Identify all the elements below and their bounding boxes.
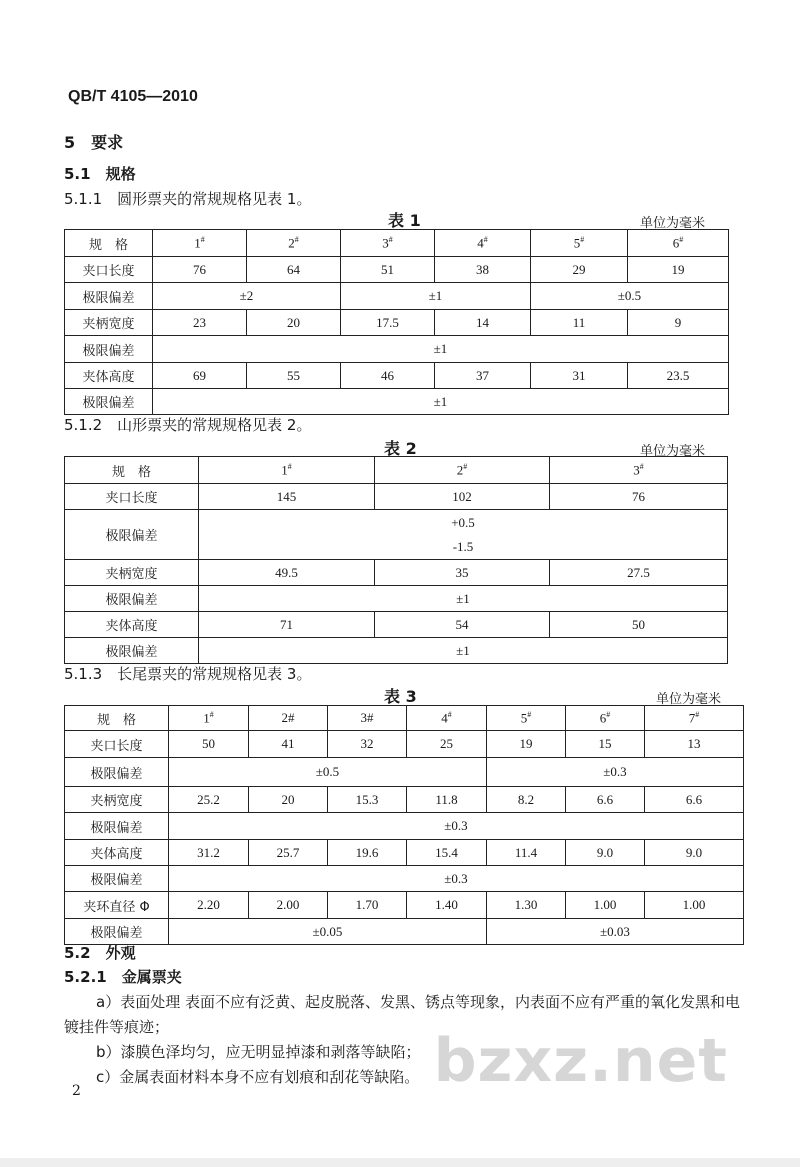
table1-col-6: 6#: [628, 230, 729, 257]
cell: 25: [407, 731, 487, 758]
cell: 54: [375, 612, 550, 638]
cell: 6.6: [645, 787, 744, 813]
cell: 51: [341, 257, 435, 283]
table2-col-2: 2#: [375, 457, 550, 484]
cell: ±2: [153, 283, 341, 310]
row-label: 极限偏差: [65, 510, 199, 560]
cell: 37: [435, 363, 531, 389]
table-row: [65, 389, 729, 415]
cell: [199, 510, 728, 560]
cell: ±0.3: [169, 866, 744, 892]
table-row: [65, 706, 744, 731]
paragraph-a: a）表面处理 表面不应有泛黄、起皮脱落、发黑、锈点等现象，内表面不应有严重的氧化发黑和电: [96, 993, 740, 1011]
table-row: [65, 731, 744, 758]
table-row: [65, 283, 729, 310]
table-row: [65, 336, 729, 363]
cell: 11: [531, 310, 628, 336]
paragraph-c: c）金属表面材料本身不应有划痕和刮花等缺陷。: [96, 1068, 420, 1086]
cell: ±1: [153, 336, 729, 363]
table-row: [65, 840, 744, 866]
table1: [64, 229, 729, 415]
row-label: 夹体高度: [65, 840, 169, 866]
cell: 50: [550, 612, 728, 638]
table3-col-3: 3#: [328, 706, 407, 731]
table1-col-1: 1#: [153, 230, 247, 257]
lower-deviation: -1.5: [452, 538, 474, 554]
cell: 23.5: [628, 363, 729, 389]
subsection-5-2: 5.2 外观: [64, 944, 136, 962]
row-label: 极限偏差: [65, 758, 169, 787]
cell: ±1: [199, 586, 728, 612]
table-row: [65, 457, 728, 484]
cell: 9.0: [645, 840, 744, 866]
row-label: 极限偏差: [65, 389, 153, 415]
cell: 76: [153, 257, 247, 283]
bottom-bar: [0, 1158, 800, 1167]
cell: ±1: [153, 389, 729, 415]
cell: 49.5: [199, 560, 375, 586]
cell: 15: [566, 731, 645, 758]
watermark: bzxz.net: [433, 1026, 728, 1096]
subsection-5-1: 5.1 规格: [64, 165, 136, 183]
table-row: [65, 787, 744, 813]
cell: 17.5: [341, 310, 435, 336]
cell: ±0.5: [169, 758, 487, 787]
cell: 15.3: [328, 787, 407, 813]
cell: 13: [645, 731, 744, 758]
cell: 8.2: [487, 787, 566, 813]
table1-col-2: 2#: [247, 230, 341, 257]
row-label: 夹环直径 Φ: [65, 892, 169, 919]
row-label: 极限偏差: [65, 919, 169, 945]
row-label: 夹口长度: [65, 257, 153, 283]
cell: 9.0: [566, 840, 645, 866]
table3-header-label: 规 格: [65, 706, 169, 731]
clause-5-1-3: 5.1.3 长尾票夹的常规规格见表 3。: [64, 665, 312, 683]
table3-caption: 表 3: [384, 687, 417, 706]
table3-col-6: 6#: [566, 706, 645, 731]
row-label: 极限偏差: [65, 336, 153, 363]
row-label: 夹柄宽度: [65, 310, 153, 336]
cell: 32: [328, 731, 407, 758]
upper-deviation: +0.5: [451, 514, 475, 530]
table-row: [65, 612, 728, 638]
table1-col-4: 4#: [435, 230, 531, 257]
table2-col-3: 3#: [550, 457, 728, 484]
clause-5-1-1: 5.1.1 圆形票夹的常规规格见表 1。: [64, 190, 312, 208]
cell: 15.4: [407, 840, 487, 866]
cell: ±0.03: [487, 919, 744, 945]
cell: 31.2: [169, 840, 249, 866]
row-label: 夹口长度: [65, 731, 169, 758]
table-row: [65, 586, 728, 612]
table-row: [65, 813, 744, 840]
cell: 20: [247, 310, 341, 336]
row-label: 夹柄宽度: [65, 787, 169, 813]
cell: 19: [487, 731, 566, 758]
cell: 11.8: [407, 787, 487, 813]
table1-col-3: 3#: [341, 230, 435, 257]
table3-col-5: 5#: [487, 706, 566, 731]
row-label: 极限偏差: [65, 586, 199, 612]
cell: 1.30: [487, 892, 566, 919]
table-row: [65, 230, 729, 257]
table-row: [65, 310, 729, 336]
cell: ±0.3: [169, 813, 744, 840]
table-row: [65, 758, 744, 787]
cell: 1.70: [328, 892, 407, 919]
cell: ±0.05: [169, 919, 487, 945]
cell: 50: [169, 731, 249, 758]
section-title: 5 要求: [64, 133, 124, 152]
table3-col-4: 4#: [407, 706, 487, 731]
table-row: [65, 257, 729, 283]
table3-col-7: 7#: [645, 706, 744, 731]
row-label: 极限偏差: [65, 283, 153, 310]
cell: 76: [550, 484, 728, 510]
table-row: [65, 363, 729, 389]
paragraph-a-continued: 镀挂件等痕迹；: [64, 1018, 170, 1036]
table2: [64, 456, 728, 664]
row-label: 夹体高度: [65, 363, 153, 389]
cell: 23: [153, 310, 247, 336]
row-label: 夹口长度: [65, 484, 199, 510]
cell: 1.00: [566, 892, 645, 919]
table-row: [65, 638, 728, 664]
table-row: [65, 560, 728, 586]
cell: 27.5: [550, 560, 728, 586]
table1-unit: 单位为毫米: [640, 216, 706, 231]
table1-header-label: 规 格: [65, 230, 153, 257]
cell: 55: [247, 363, 341, 389]
cell: 25.7: [249, 840, 328, 866]
row-label: 夹体高度: [65, 612, 199, 638]
cell: 71: [199, 612, 375, 638]
table3-unit: 单位为毫米: [656, 692, 722, 707]
row-label: 极限偏差: [65, 638, 199, 664]
table2-caption: 表 2: [384, 439, 417, 458]
row-label: 夹柄宽度: [65, 560, 199, 586]
cell: 46: [341, 363, 435, 389]
table2-header-label: 规 格: [65, 457, 199, 484]
cell: 69: [153, 363, 247, 389]
cell: 38: [435, 257, 531, 283]
cell: 11.4: [487, 840, 566, 866]
table3: [64, 705, 744, 945]
page-number: 2: [72, 1083, 81, 1099]
cell: 14: [435, 310, 531, 336]
cell: 25.2: [169, 787, 249, 813]
table3-col-2: 2#: [249, 706, 328, 731]
cell: 29: [531, 257, 628, 283]
table-row: [65, 866, 744, 892]
table3-col-1: 1#: [169, 706, 249, 731]
cell: 2.00: [249, 892, 328, 919]
cell: 64: [247, 257, 341, 283]
cell: 41: [249, 731, 328, 758]
cell: ±0.3: [487, 758, 744, 787]
cell: 1.00: [645, 892, 744, 919]
cell: 9: [628, 310, 729, 336]
table-row: [65, 484, 728, 510]
row-label: 极限偏差: [65, 813, 169, 840]
cell: 19: [628, 257, 729, 283]
table2-col-1: 1#: [199, 457, 375, 484]
cell: ±0.5: [531, 283, 729, 310]
cell: ±1: [341, 283, 531, 310]
clause-5-1-2: 5.1.2 山形票夹的常规规格见表 2。: [64, 416, 312, 434]
cell: 35: [375, 560, 550, 586]
paragraph-b: b）漆膜色泽均匀，应无明显掉漆和剥落等缺陷；: [96, 1043, 421, 1061]
table-row: [65, 510, 728, 560]
table2-unit: 单位为毫米: [640, 444, 706, 459]
table-row: [65, 892, 744, 919]
table-row: [65, 919, 744, 945]
cell: 31: [531, 363, 628, 389]
row-label: 极限偏差: [65, 866, 169, 892]
table1-col-5: 5#: [531, 230, 628, 257]
clause-5-2-1: 5.2.1 金属票夹: [64, 968, 182, 986]
cell: 6.6: [566, 787, 645, 813]
cell: 1.40: [407, 892, 487, 919]
cell: 145: [199, 484, 375, 510]
cell: 102: [375, 484, 550, 510]
cell: ±1: [199, 638, 728, 664]
standard-code: QB/T 4105—2010: [68, 88, 198, 105]
cell: 2.20: [169, 892, 249, 919]
table1-caption: 表 1: [388, 211, 421, 230]
cell: 20: [249, 787, 328, 813]
cell: 19.6: [328, 840, 407, 866]
